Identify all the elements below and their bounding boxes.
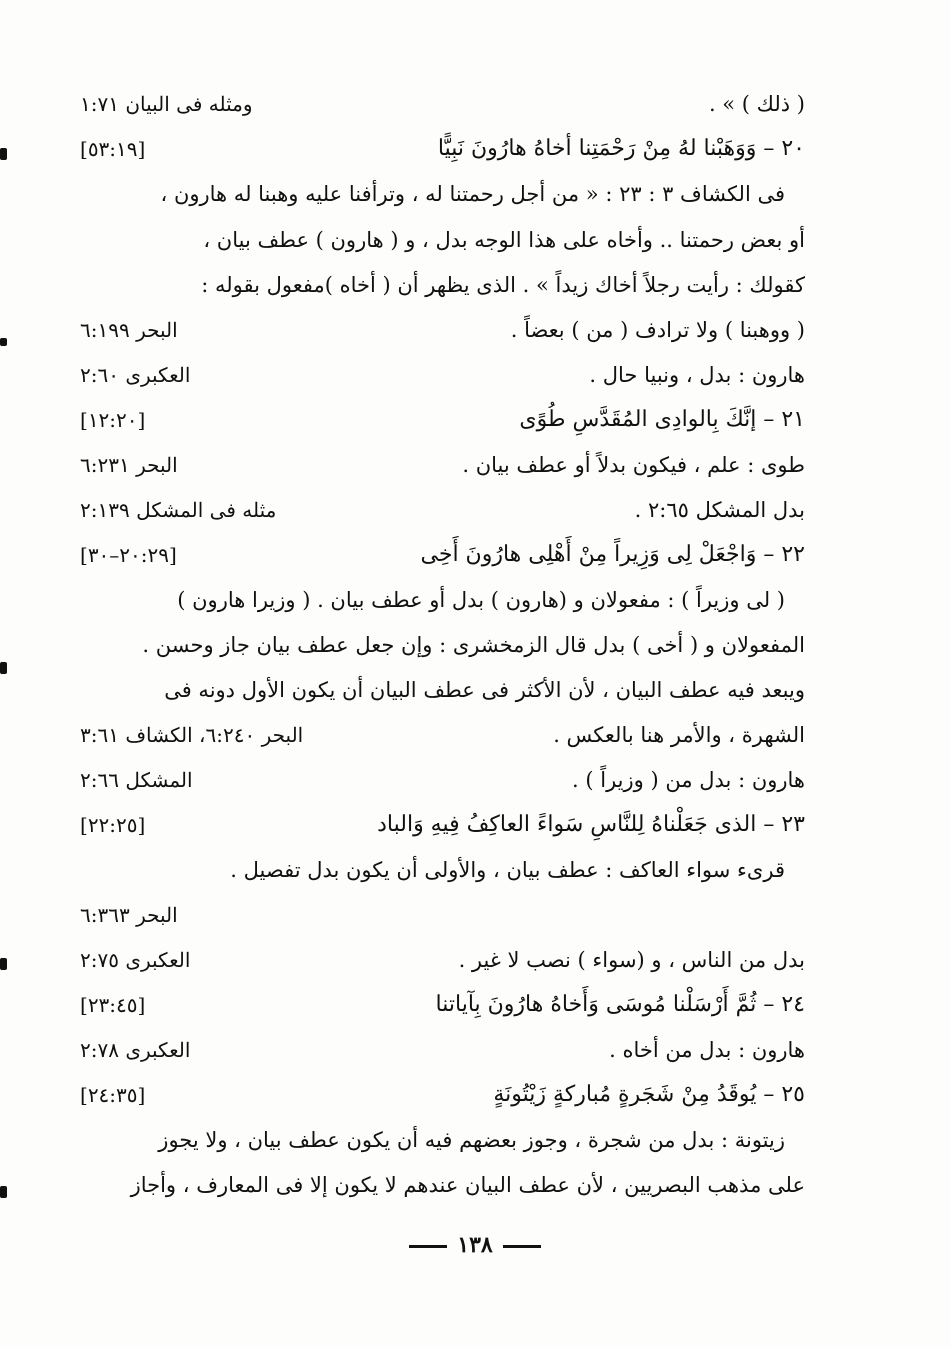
verse-line	[80, 535, 805, 575]
margin-mark	[0, 338, 7, 346]
verse-text: ٢١ – إنَّكَ بِالوادِى المُقَدَّسِ طُوًى	[519, 407, 805, 432]
text-line	[80, 1120, 805, 1160]
text-line	[80, 580, 805, 620]
line-text: أو بعض رحمتنا .. وأخاه على هذا الوجه بدل ، و ( هارون ) عطف بيان ،	[203, 228, 805, 252]
line-text: على مذهب البصريين ، لأن عطف البيان عندهم لا يكون إلا فى المعارف ، وأجاز	[130, 1173, 805, 1197]
text-line	[80, 490, 805, 530]
margin-mark	[0, 1186, 7, 1198]
line-text: ( لى وزيراً ) : مفعولان و (هارون ) بدل أو عطف بيان . ( وزيرا هارون )	[177, 588, 785, 612]
text-line	[80, 625, 805, 665]
text-line	[80, 265, 805, 305]
text-line	[80, 715, 805, 755]
line-text: هارون : بدل ، ونبيا حال .	[589, 363, 805, 387]
text-line	[80, 1030, 805, 1070]
verse-text: ٢٠ – وَوَهَبْنا لهُ مِنْ رَحْمَتِنا أخاهُ هارُونَ نَبِيًّا	[437, 136, 805, 161]
reference: المشكل ٢:٦٦	[80, 768, 193, 792]
line-text: هارون : بدل من ( وزيراً ) .	[572, 768, 805, 792]
verse-reference: [١٢:٢٠]	[80, 408, 146, 432]
text-line	[80, 445, 805, 485]
verse-line	[80, 129, 805, 169]
verse-reference: [٢٠:٢٩–٣٠]	[80, 543, 177, 567]
line-text: كقولك : رأيت رجلاً أخاك زيداً » . الذى يظهر أن ( أخاه )مفعول بقوله :	[201, 273, 805, 297]
verse-text: ٢٢ – وَاجْعَلْ لِى وَزِيراً مِنْ أَهْلِى هارُونَ أَخِى	[420, 542, 805, 567]
reference: البحر ٦:٣٦٣	[80, 903, 178, 927]
verse-reference: [٢٢:٢٥]	[80, 813, 146, 837]
reference: مثله فى المشكل ٢:١٣٩	[80, 498, 277, 522]
line-text: الشهرة ، والأمر هنا بالعكس .	[553, 723, 805, 747]
reference: العكبرى ٢:٧٨	[80, 1038, 191, 1062]
verse-reference: [٢٣:٤٥]	[80, 993, 146, 1017]
reference: ومثله فى البيان ١:٧١	[80, 92, 253, 116]
verse-reference: [٢٤:٣٥]	[80, 1083, 146, 1107]
line-text: المفعولان و ( أخى ) بدل قال الزمخشرى : وإن جعل عطف بيان جاز وحسن .	[142, 633, 805, 657]
text-line	[80, 220, 805, 260]
text-line	[80, 310, 805, 350]
text-line	[80, 895, 805, 935]
line-text: بدل المشكل ٢:٦٥ .	[634, 498, 805, 522]
reference: البحر ٦:٢٣١	[80, 453, 178, 477]
text-line	[80, 84, 805, 124]
dash-left	[503, 1245, 541, 1248]
verse-text: ٢٥ – يُوقَدُ مِنْ شَجَرةٍ مُباركةٍ زَيْتُونَةٍ	[493, 1082, 805, 1107]
line-text: زيتونة : بدل من شجرة ، وجوز بعضهم فيه أن يكون عطف بيان ، ولا يجوز	[158, 1128, 785, 1152]
verse-text: ٢٤ – ثُمَّ أَرْسَلْنا مُوسَى وَأَخاهُ هارُونَ بِآياتنا	[435, 992, 805, 1017]
text-line	[80, 670, 805, 710]
margin-mark	[0, 148, 7, 160]
text-line	[80, 174, 805, 214]
verse-line	[80, 1075, 805, 1115]
text-line	[80, 760, 805, 800]
text-line	[80, 1165, 805, 1205]
verse-line	[80, 985, 805, 1025]
verse-text: ٢٣ – الذى جَعَلْناهُ لِلنَّاسِ سَواءً العاكِفُ فِيهِ وَالباد	[377, 812, 805, 837]
line-text: قرىء سواء العاكف : عطف بيان ، والأولى أن يكون بدل تفصيل .	[230, 858, 785, 882]
verse-reference: [٥٣:١٩]	[80, 137, 146, 161]
verse-line	[80, 805, 805, 845]
line-text: ( ذلك ) » .	[708, 92, 805, 116]
reference: العكبرى ٢:٧٥	[80, 948, 191, 972]
margin-mark	[0, 958, 7, 970]
line-text: فى الكشاف ٣ : ٢٣ : « من أجل رحمتنا له ، وترأفنا عليه وهبنا له هارون ،	[160, 182, 785, 206]
line-text: ويبعد فيه عطف البيان ، لأن الأكثر فى عطف البيان أن يكون الأول دونه فى	[164, 678, 805, 702]
reference: العكبرى ٢:٦٠	[80, 363, 191, 387]
dash-right	[409, 1245, 447, 1248]
reference: البحر ٦:١٩٩	[80, 318, 178, 342]
line-text: هارون : بدل من أخاه .	[609, 1038, 805, 1062]
line-text: ( ووهبنا ) ولا ترادف ( من ) بعضاً .	[510, 318, 805, 342]
margin-mark	[0, 662, 7, 674]
line-text: طوى : علم ، فيكون بدلاً أو عطف بيان .	[462, 453, 805, 477]
verse-line	[80, 400, 805, 440]
line-text: بدل من الناس ، و (سواء ) نصب لا غير .	[458, 948, 805, 972]
page-number-text: ١٣٨	[457, 1232, 493, 1258]
text-line	[80, 355, 805, 395]
text-line	[80, 940, 805, 980]
page-number	[0, 1232, 950, 1258]
text-line	[80, 850, 805, 890]
reference: البحر ٦:٢٤٠، الكشاف ٣:٦١	[80, 723, 304, 747]
